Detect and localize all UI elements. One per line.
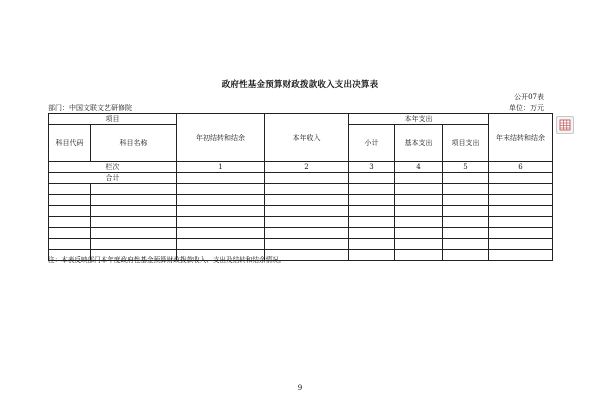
- table-cell: [443, 228, 489, 239]
- table-row: [49, 239, 553, 250]
- table-cell: [395, 173, 443, 184]
- subject-code-header: 科目代码: [49, 125, 91, 162]
- table-cell: [395, 217, 443, 228]
- unit-label: 单位：万元: [509, 104, 544, 112]
- opening-balance-header: 年初结转和结余: [177, 114, 265, 162]
- spreadsheet-icon[interactable]: [556, 116, 574, 134]
- table-row: [49, 217, 553, 228]
- table-cell: [395, 206, 443, 217]
- table-cell: [49, 195, 91, 206]
- table-cell: [443, 217, 489, 228]
- table-cell: [443, 239, 489, 250]
- table-cell: [177, 173, 265, 184]
- closing-balance-header: 年末结转和结余: [489, 114, 553, 162]
- table-note: 注：本表反映部门本年度政府性基金预算财政拨款收入、支出及结转和结余情况。: [48, 256, 286, 264]
- table-cell: [349, 195, 395, 206]
- column-number-row: [49, 162, 553, 173]
- table-cell: [395, 239, 443, 250]
- column-number: 6: [489, 162, 553, 173]
- table-cell: [177, 228, 265, 239]
- department-label: 部门：中国文联文艺研修院: [48, 104, 132, 112]
- table-cell: [489, 228, 553, 239]
- table-cell: [349, 173, 395, 184]
- total-label: 合计: [49, 173, 177, 184]
- column-number: 2: [265, 162, 349, 173]
- table-cell: [489, 239, 553, 250]
- table-cell: [49, 239, 91, 250]
- table-cell: [49, 206, 91, 217]
- table-cell: [177, 184, 265, 195]
- table-cell: [265, 217, 349, 228]
- table-cell: [395, 250, 443, 261]
- table-cell: [49, 217, 91, 228]
- table-cell: [265, 239, 349, 250]
- column-label: 栏次: [49, 162, 177, 173]
- table-cell: [91, 228, 177, 239]
- table-cell: [177, 239, 265, 250]
- table-cell: [49, 228, 91, 239]
- table-cell: [265, 228, 349, 239]
- table-cell: [265, 195, 349, 206]
- table-cell: [443, 195, 489, 206]
- header-row-1: [49, 114, 553, 125]
- table-cell: [443, 184, 489, 195]
- total-row: [49, 173, 553, 184]
- column-number: 1: [177, 162, 265, 173]
- table-cell: [349, 239, 395, 250]
- table-row: [49, 184, 553, 195]
- table-cell: [489, 250, 553, 261]
- table-cell: [443, 250, 489, 261]
- page-number: 9: [297, 384, 303, 392]
- table-cell: [395, 184, 443, 195]
- table-row: [49, 195, 553, 206]
- table-cell: [91, 239, 177, 250]
- subject-name-header: 科目名称: [91, 125, 177, 162]
- table-cell: [489, 184, 553, 195]
- table-cell: [443, 173, 489, 184]
- table-cell: [177, 217, 265, 228]
- table-cell: [443, 206, 489, 217]
- table-cell: [489, 195, 553, 206]
- table-cell: [489, 173, 553, 184]
- document-title: 政府性基金预算财政拨款收入支出决算表: [221, 80, 379, 90]
- table-cell: [395, 195, 443, 206]
- table-row: [49, 206, 553, 217]
- project-expense-header: 项目支出: [443, 125, 489, 162]
- table-cell: [349, 250, 395, 261]
- table-cell: [49, 184, 91, 195]
- subtotal-header: 小计: [349, 125, 395, 162]
- table-cell: [349, 206, 395, 217]
- table-cell: [91, 184, 177, 195]
- table-cell: [489, 217, 553, 228]
- table-cell: [265, 184, 349, 195]
- table-cell: [349, 228, 395, 239]
- table-cell: [177, 206, 265, 217]
- table-cell: [265, 206, 349, 217]
- column-number: 5: [443, 162, 489, 173]
- table-cell: [349, 184, 395, 195]
- current-expense-header: 本年支出: [349, 114, 489, 125]
- table-cell: [395, 228, 443, 239]
- table-cell: [177, 195, 265, 206]
- table-cell: [265, 173, 349, 184]
- table-cell: [349, 217, 395, 228]
- project-header: 项目: [49, 114, 177, 125]
- column-number: 3: [349, 162, 395, 173]
- table-cell: [91, 217, 177, 228]
- table-cell: [91, 206, 177, 217]
- form-code: 公开07表: [514, 93, 544, 101]
- table-cell: [91, 195, 177, 206]
- column-number: 4: [395, 162, 443, 173]
- table-cell: [489, 206, 553, 217]
- budget-table: [48, 113, 553, 261]
- basic-expense-header: 基本支出: [395, 125, 443, 162]
- table-row: [49, 228, 553, 239]
- current-income-header: 本年收入: [265, 114, 349, 162]
